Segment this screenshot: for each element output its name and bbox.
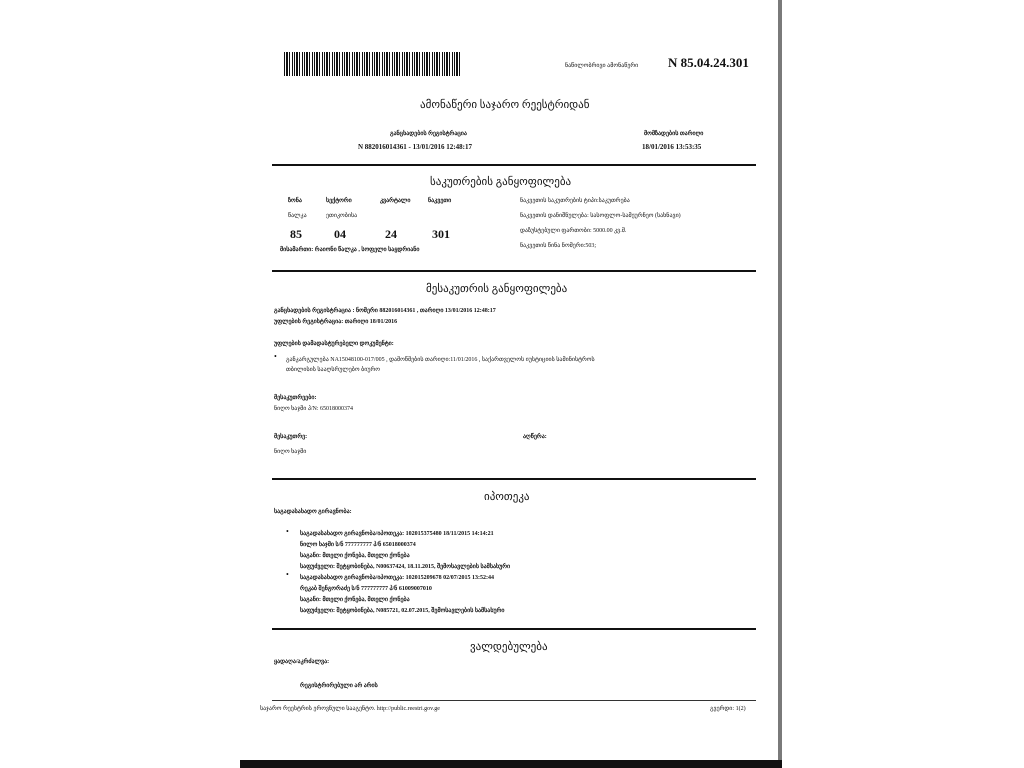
barcode xyxy=(284,52,462,76)
debts-subtitle: ყადაღა/აკრძალვა: xyxy=(274,659,330,665)
block-value: 24 xyxy=(385,227,397,241)
section-divider xyxy=(272,628,756,630)
sector-name: ეთიკობისა xyxy=(326,213,358,219)
col-zone: ზონა xyxy=(288,198,302,204)
owner-value: ნიღო ხაჯმი xyxy=(274,449,307,455)
col-sector: სექტორი xyxy=(326,198,352,204)
footer-divider xyxy=(272,700,756,701)
property-address: მისამართი: რაიონი წალკა , სოფელი საყდრიანი xyxy=(280,247,420,253)
prepared-date-label: მომზადების თარიღი xyxy=(644,131,704,137)
bullet-icon: • xyxy=(286,570,289,579)
mortgage-entry-2-line2: რეკაბ შენგორაძე ს/ნ 777777777 პ/ნ 61009007010 xyxy=(300,586,432,592)
section-divider xyxy=(272,164,756,166)
owner-reg-line2: უფლების რეგისტრაცია: თარიღი 18/01/2016 xyxy=(274,319,398,325)
owner-label: მესაკუთრე: xyxy=(274,434,308,440)
plot-value: 301 xyxy=(432,227,450,241)
owners-value: ნიღო ხაჯმი პ/N: 65018000374 xyxy=(274,406,354,412)
bullet-icon: • xyxy=(274,352,277,361)
document-title: ამონაწერი საჯარო რეესტრიდან xyxy=(420,99,590,111)
mortgage-entry-2-line4: საფუძველი: შეტყობინება, N085721, 02.07.2015, შემოსავლების სამსახური xyxy=(300,608,505,614)
mortgage-entry-1-line1: საგადასახადო გირავნობა/იპოთეკა: 102015375480 18/11/2015 14:14:21 xyxy=(300,531,494,537)
document-number-label: ნაწილობრივი ამონაწერი xyxy=(565,63,639,69)
bullet-icon: • xyxy=(286,527,289,536)
owner-doc-line2: თბილისის სააღსრულებო ბიურო xyxy=(286,367,380,373)
section-divider xyxy=(272,478,756,480)
page-counter: გვერდი: 1(2) xyxy=(710,706,746,712)
sector-value: 04 xyxy=(334,227,346,241)
plot-area: დაზუსტებული ფართობი: 5000.00 კვ.მ. xyxy=(520,228,627,234)
debts-value: რეგისტრირებული არ არის xyxy=(300,683,378,689)
zone-name: წალკა xyxy=(288,213,307,219)
page-bottom-edge xyxy=(240,760,782,768)
plot-previous-number: ნაკვეთის წინა ნომერი:503; xyxy=(520,243,597,249)
owners-label: მესაკუთრეები: xyxy=(274,395,317,401)
mortgage-subtitle: საგადასახადო გირავნობა: xyxy=(274,509,352,515)
mortgage-section-title: იპოთეკა xyxy=(484,491,530,503)
owner-section-title: მესაკუთრის განყოფილება xyxy=(426,283,568,295)
document-page xyxy=(240,0,778,760)
footer-site: საჯარო რეესტრის ეროვნული სააგენტო. http://public.reestri.gov.ge xyxy=(260,706,440,712)
mortgage-entry-1-line4: საფუძველი: შეტყობინება, N00637424, 18.11.2015, შემოსავლების სამსახური xyxy=(300,564,511,570)
application-value: N 882016014361 - 13/01/2016 12:48:17 xyxy=(358,143,472,151)
property-section-title: საკუთრების განყოფილება xyxy=(430,176,572,188)
mortgage-entry-1-line2: ნილო ხაჯმი ს/ნ 777777777 პ/ნ 65018000374 xyxy=(300,542,416,548)
col-plot: ნაკვეთი xyxy=(428,198,452,204)
prepared-date-value: 18/01/2016 13:53:35 xyxy=(642,143,702,151)
col-block: კვარტალი xyxy=(380,198,411,204)
owner-docs-label: უფლების დამადასტურებელი დოკუმენტი: xyxy=(274,341,394,347)
application-label: განცხადების რეგისტრაცია xyxy=(390,131,467,137)
owner-reg-line1: განცხადების რეგისტრაცია : ნომერი 882016014361 , თარიღი 13/01/2016 12:48:17 xyxy=(274,308,496,314)
owner-doc-line1: განკარგულება NA15048100-017/005 , დამოწმების თარიღი:11/01/2016 , საქართველოს იუსტიციის სამინისტროს xyxy=(286,357,595,363)
section-divider xyxy=(272,270,756,272)
share-label: აღწერა: xyxy=(523,434,547,440)
mortgage-entry-1-line3: საგანი: მთელი ქონება, მთელი ქონება xyxy=(300,553,410,559)
mortgage-entry-2-line1: საგადასახადო გირავნობა/იპოთეკა: 102015209678 02/07/2015 13:52:44 xyxy=(300,575,494,581)
debts-section-title: ვალდებულება xyxy=(470,641,548,653)
zone-value: 85 xyxy=(290,227,302,241)
mortgage-entry-2-line3: საგანი: მთელი ქონება, მთელი ქონება xyxy=(300,597,410,603)
plot-purpose: ნაკვეთის დანიშნულება: სასოფლო-სამეურნეო (სახნავი) xyxy=(520,213,681,219)
page-edge-line xyxy=(778,0,782,768)
plot-ownership-type: ნაკვეთის საკუთრების ტიპი:საკუთრება xyxy=(520,198,630,204)
document-number: N 85.04.24.301 xyxy=(668,55,749,70)
